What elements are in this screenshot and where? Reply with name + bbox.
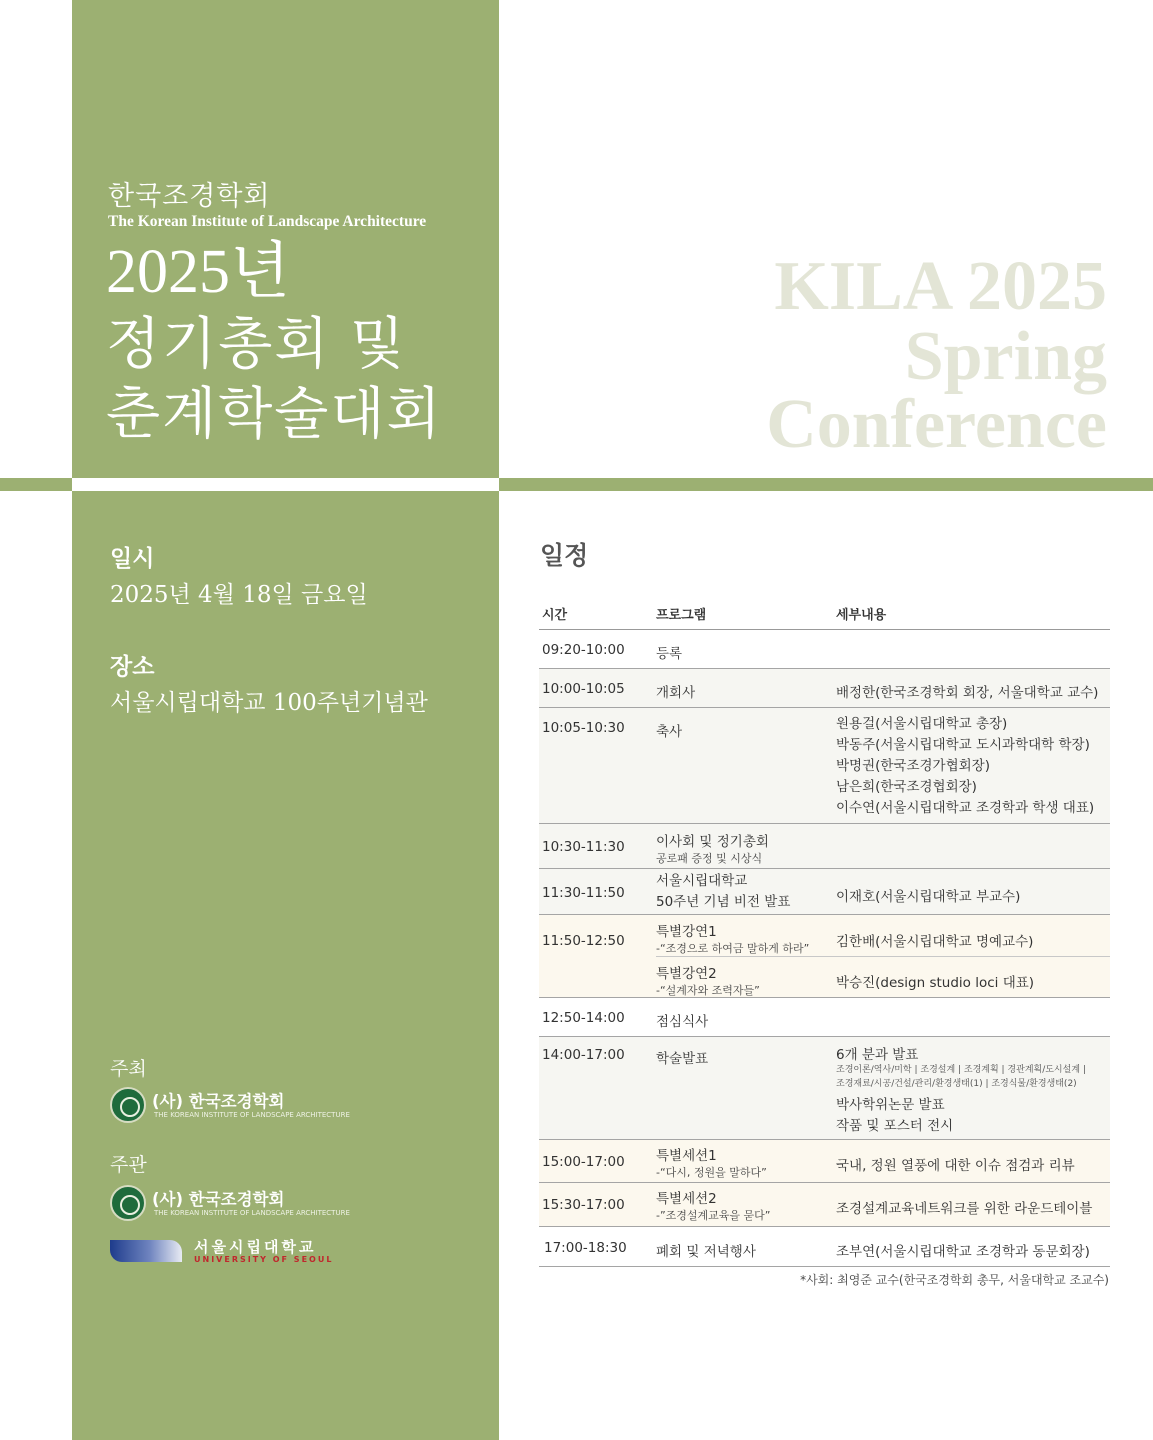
- header-detail: 세부내용: [836, 608, 887, 623]
- row-program: 점심식사: [656, 1014, 709, 1030]
- detail-item: 박동주(서울시립대학교 도시과학대학 학장): [836, 737, 1090, 753]
- date-label: 일시: [110, 546, 155, 572]
- table-row: [539, 708, 1110, 824]
- row-program-sub: -“다시, 정원을 말하다”: [656, 1166, 767, 1179]
- row-program: 이사회 및 정기총회: [656, 834, 769, 850]
- row-time: 15:30-17:00: [542, 1197, 625, 1213]
- kila-logo-korean: (사) 한국조경학회: [152, 1190, 285, 1209]
- row-time: 11:50-12:50: [542, 933, 625, 949]
- row-time: 15:00-17:00: [542, 1154, 625, 1170]
- schedule-table: [539, 598, 1110, 1267]
- row-program: 개회사: [656, 685, 696, 701]
- row-program-block: [656, 830, 769, 866]
- row-program: 특별강연1: [656, 924, 717, 940]
- row-time: 14:00-17:00: [542, 1047, 625, 1063]
- detail-item: 원용걸(서울시립대학교 총장): [836, 716, 1008, 732]
- divider-band-right: [499, 478, 1153, 491]
- row-detail: 김한배(서울시립대학교 명예교수): [836, 934, 1034, 950]
- header-program: 프로그램: [656, 608, 707, 623]
- row-program-block: [656, 871, 790, 913]
- row-detail-block: [836, 1043, 1086, 1137]
- table-row: [539, 869, 1110, 915]
- row-detail: 6개 분과 발표: [836, 1047, 919, 1063]
- table-row: [539, 630, 1110, 669]
- host-label: 주최: [110, 1058, 147, 1080]
- venue-value: 서울시립대학교 100주년기념관: [110, 690, 428, 716]
- header-time: 시간: [542, 608, 568, 623]
- uos-logo-english: UNIVERSITY OF SEOUL: [194, 1255, 334, 1264]
- row-program-line-2: 50주년 기념 비전 발표: [656, 894, 791, 910]
- table-subrow: [656, 956, 1110, 998]
- table-row: [539, 824, 1110, 869]
- row-detail-line-2: 박사학위논문 발표: [836, 1097, 945, 1113]
- row-program-block: [656, 920, 809, 956]
- table-row: [539, 1227, 1110, 1267]
- row-program-sub: -“설계자와 조력자들”: [656, 984, 760, 997]
- table-row: [539, 1037, 1110, 1140]
- row-detail: 조부연(서울시립대학교 조경학과 동문회장): [836, 1244, 1090, 1260]
- row-program-block: [656, 1187, 771, 1223]
- row-detail-sub: 조경이론/역사/미학 | 조경설계 | 조경계획 | 경관계획/도시설계 |: [836, 1065, 1086, 1075]
- row-time: 17:00-18:30: [544, 1240, 627, 1256]
- row-program-sub: -”조경설계교육을 묻다”: [656, 1209, 771, 1222]
- uos-logo: [110, 1238, 350, 1266]
- org-name-korean: 한국조경학회: [108, 181, 271, 212]
- detail-item: 남은희(한국조경협회장): [836, 779, 977, 795]
- title-line-2: 정기총회 및: [106, 312, 407, 377]
- date-value: 2025년 4월 18일 금요일: [110, 582, 368, 608]
- kila-title-line-2: Spring: [904, 318, 1107, 395]
- detail-item: 박명권(한국조경가협회장): [836, 758, 990, 774]
- uos-swoosh-icon: [110, 1240, 182, 1262]
- row-program: 특별강연2: [656, 966, 717, 982]
- row-program-sub: 공로패 증정 및 시상식: [656, 852, 763, 865]
- org-name-english: The Korean Institute of Landscape Architecture: [108, 213, 427, 230]
- row-detail-sub: 조경재료/시공/건설/관리/환경생태(1) | 조경식물/환경생태(2): [836, 1079, 1077, 1089]
- kila-logo-organizer: [110, 1184, 370, 1224]
- row-program: 학술발표: [656, 1051, 709, 1067]
- row-detail-list: [836, 714, 1094, 819]
- row-time: 12:50-14:00: [542, 1010, 625, 1026]
- row-detail: 배정한(한국조경학회 회장, 서울대학교 교수): [836, 685, 1099, 701]
- kila-title-line-1: KILA 2025: [774, 248, 1107, 325]
- divider-band-left: [0, 478, 72, 491]
- table-row: [539, 669, 1110, 708]
- table-row: [539, 1140, 1110, 1183]
- row-program: 폐회 및 저녁행사: [656, 1244, 756, 1260]
- row-time: 10:30-11:30: [542, 839, 625, 855]
- uos-logo-korean: 서울시립대학교: [194, 1238, 317, 1256]
- row-time: 10:05-10:30: [542, 720, 625, 736]
- row-detail: 이재호(서울시립대학교 부교수): [836, 889, 1021, 905]
- kila-logo-english: THE KOREAN INSTITUTE OF LANDSCAPE ARCHITECTURE: [154, 1111, 350, 1119]
- row-program-block: [656, 962, 760, 998]
- row-time: 09:20-10:00: [542, 642, 625, 658]
- moderator-note: *사회: 최영준 교수(한국조경학회 총무, 서울대학교 조교수): [800, 1273, 1109, 1287]
- table-row: [539, 915, 1110, 998]
- row-program-sub: -“조경으로 하여금 말하게 하라”: [656, 942, 810, 955]
- title-year: 2025년: [106, 238, 290, 306]
- table-header: [539, 598, 1110, 630]
- row-program: 등록: [656, 646, 683, 662]
- row-program: 서울시립대학교: [656, 873, 748, 889]
- row-detail: 박승진(design studio loci 대표): [836, 975, 1035, 991]
- table-row: [539, 998, 1110, 1037]
- row-detail: 조경설계교육네트워크를 위한 라운드테이블: [836, 1201, 1093, 1217]
- schedule-title: 일정: [540, 541, 589, 570]
- row-program: 특별세션2: [656, 1191, 717, 1207]
- row-time: 11:30-11:50: [542, 885, 625, 901]
- venue-label: 장소: [110, 654, 155, 680]
- organizer-label: 주관: [110, 1154, 147, 1176]
- row-program-block: [656, 1144, 767, 1180]
- row-time: 10:00-10:05: [542, 681, 625, 697]
- kila-emblem-icon: [110, 1087, 146, 1123]
- row-detail: 국내, 정원 열풍에 대한 이슈 점검과 리뷰: [836, 1158, 1075, 1174]
- title-line-3: 춘계학술대회: [106, 382, 443, 447]
- kila-logo-host: [110, 1086, 370, 1126]
- row-detail-line-3: 작품 및 포스터 전시: [836, 1118, 954, 1134]
- kila-logo-korean: (사) 한국조경학회: [152, 1092, 285, 1111]
- table-row: [539, 1183, 1110, 1227]
- divider-gap: [72, 478, 499, 491]
- row-program: 특별세션1: [656, 1148, 717, 1164]
- detail-item: 이수연(서울시립대학교 조경학과 학생 대표): [836, 800, 1095, 816]
- kila-title-line-3: Conference: [766, 386, 1107, 463]
- kila-logo-english: THE KOREAN INSTITUTE OF LANDSCAPE ARCHITECTURE: [154, 1209, 350, 1217]
- kila-emblem-icon: [110, 1185, 146, 1221]
- row-program: 축사: [656, 724, 683, 740]
